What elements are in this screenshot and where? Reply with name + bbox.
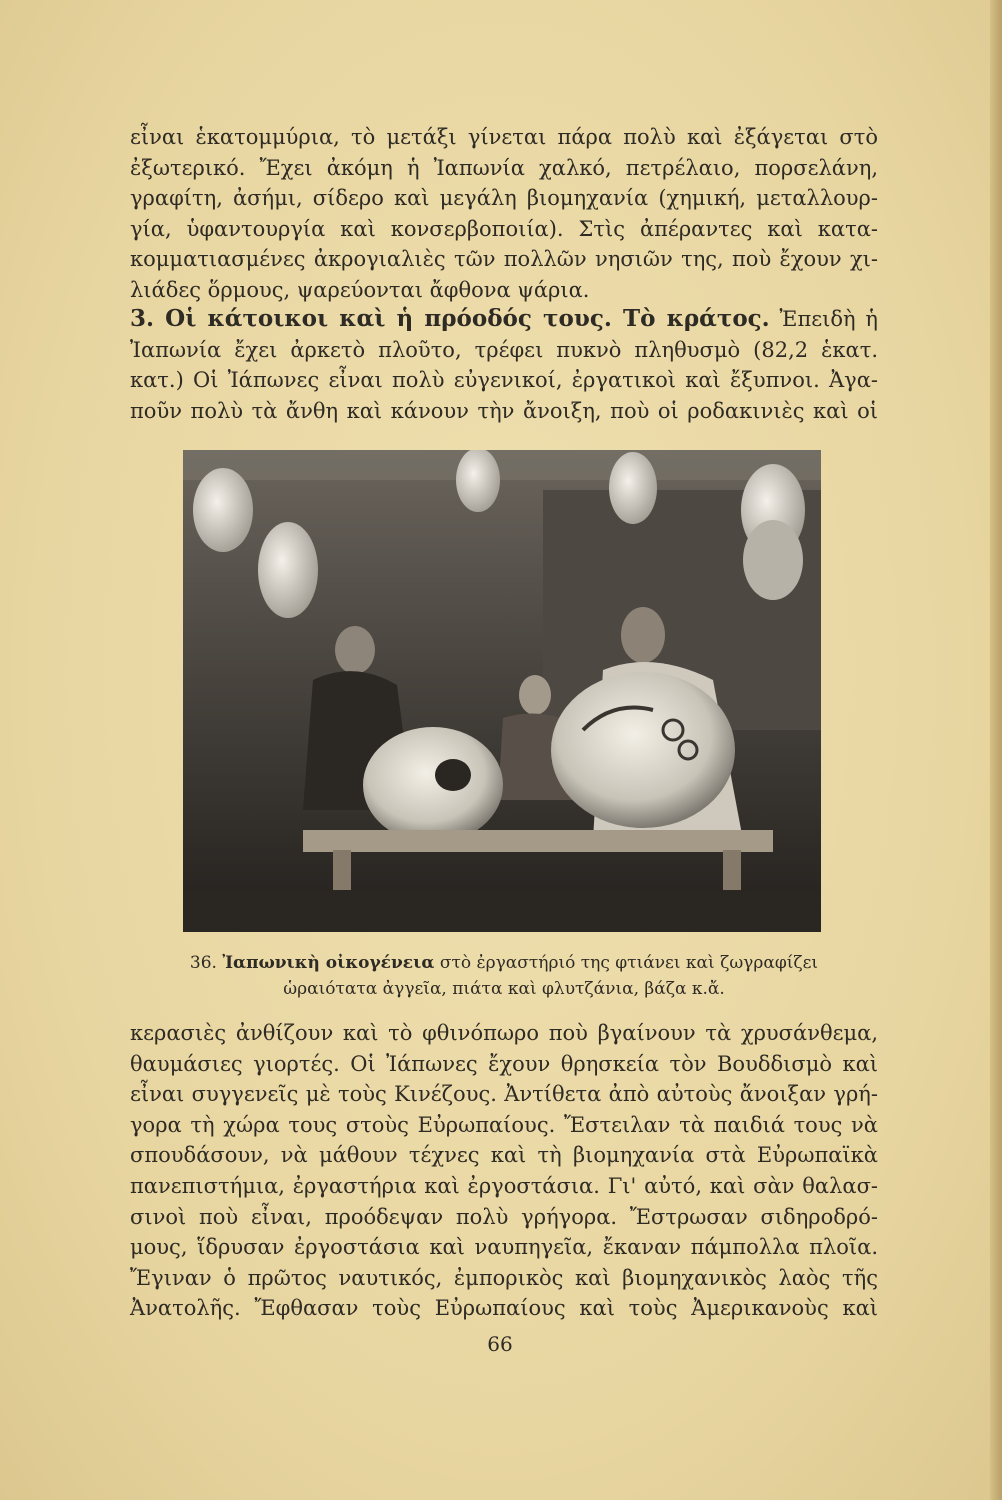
top-paragraph xyxy=(130,122,878,306)
text-line: κομματιασμένες ἀκρογιαλιὲς τῶν πολλῶν νησιῶν της, ποὺ ἔχουν χι- xyxy=(130,247,878,272)
text-line: πανεπιστήμια, ἐργαστήρια καὶ ἐργοστάσια. Γι' αὐτό, καὶ σὰν θαλασ- xyxy=(130,1173,878,1198)
figure-title: Ἰαπωνικὴ οἰκογένεια xyxy=(222,953,435,973)
text-line: μους, ἵδρυσαν ἐργοστάσια καὶ ναυπηγεῖα, ἔκαναν πάμπολλα πλοῖα. xyxy=(130,1235,878,1260)
page-edge xyxy=(990,0,1002,1500)
text-line: γία, ὑφαντουργία καὶ κονσερβοποιία). Στὶς ἀπέραντες καὶ κατα- xyxy=(130,216,878,241)
caption-line-1 xyxy=(130,950,878,976)
caption-line-2: ὡραιότατα ἀγγεῖα, πιάτα καὶ φλυτζάνια, βάζα κ.ἄ. xyxy=(283,979,725,999)
figure-number: 36. xyxy=(189,953,217,973)
text-line: ποῦν πολὺ τὰ ἄνθη καὶ κάνουν τὴν ἄνοιξη, ποὺ οἱ ροδακινιὲς καὶ οἱ xyxy=(130,398,878,423)
text-line: λιάδες ὅρμους, ψαρεύονται ἄφθονα ψάρια. xyxy=(130,277,590,302)
text-line: θαυμάσιες γιορτές. Οἱ Ἰάπωνες ἔχουν θρησκεία τὸν Βουδδισμὸ καὶ xyxy=(130,1051,878,1076)
text-fragment: Ἐπειδὴ ἡ xyxy=(779,307,878,331)
caption-text: στὸ ἐργαστήριό της φτιάνει καὶ ζωγραφίζει xyxy=(439,953,819,973)
section-first-line xyxy=(130,304,878,335)
text-line: γορα τὴ χώρα τους στοὺς Εὐρωπαίους. Ἔστειλαν τὰ παιδιά τους νὰ xyxy=(130,1112,878,1137)
text-line: ἐξωτερικό. Ἔχει ἀκόμη ἡ Ἰαπωνία χαλκό, πετρέλαιο, πορσελάνη, xyxy=(130,155,878,180)
text-line: εἶναι συγγενεῖς μὲ τοὺς Κινέζους. Ἀντίθετα ἀπὸ αὐτοὺς ἄνοιξαν γρή- xyxy=(130,1082,878,1107)
text-line: κατ.) Οἱ Ἰάπωνες εἶναι πολὺ εὐγενικοί, ἐργατικοὶ καὶ ἔξυπνοι. Ἀγα- xyxy=(130,368,878,393)
text-line: κερασιὲς ἀνθίζουν καὶ τὸ φθινόπωρο ποὺ βγαίνουν τὰ χρυσάνθεμα, xyxy=(130,1021,878,1045)
figure-photograph xyxy=(183,450,821,932)
text-line: σπουδάσουν, νὰ μάθουν τέχνες καὶ τὴ βιομηχανία στὰ Εὐρωπαϊκὰ xyxy=(130,1143,878,1168)
section-heading: 3. Οἱ κάτοικοι καὶ ἡ πρόοδός τους. Τὸ κράτος. xyxy=(130,305,770,332)
section-paragraph xyxy=(130,304,878,426)
text-line: γραφίτη, ἀσήμι, σίδερο καὶ μεγάλη βιομηχανία (χημική, μεταλλουρ- xyxy=(130,186,878,211)
photo-illustration xyxy=(183,450,821,932)
text-line: Ἀνατολῆς. Ἔφθασαν τοὺς Εὐρωπαίους καὶ τοὺς Ἀμερικανοὺς καὶ xyxy=(130,1296,878,1321)
page-number: 66 xyxy=(487,1332,513,1356)
text-line: σινοὶ ποὺ εἶναι, προόδεψαν πολὺ γρήγορα. Ἔστρωσαν σιδηροδρό- xyxy=(130,1204,878,1229)
text-line: εἶναι ἑκατομμύρια, τὸ μετάξι γίνεται πάρα πολὺ καὶ ἐξάγεται στὸ xyxy=(130,125,878,149)
bottom-paragraph xyxy=(130,1018,878,1324)
text-line: Ἰαπωνία ἔχει ἀρκετὸ πλοῦτο, τρέφει πυκνὸ πληθυσμὸ (82,2 ἑκατ. xyxy=(130,337,878,362)
text-line: Ἔγιναν ὁ πρῶτος ναυτικός, ἐμπορικὸς καὶ βιομηχανικὸς λαὸς τῆς xyxy=(130,1265,878,1290)
figure-caption xyxy=(130,950,878,1002)
